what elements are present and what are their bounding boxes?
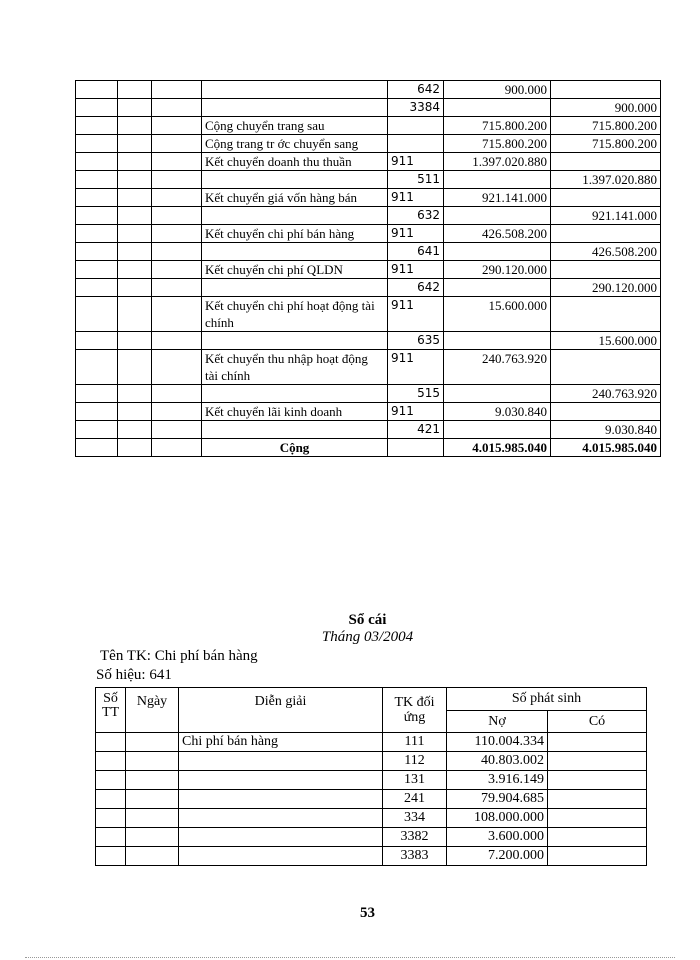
journal-stt-cell bbox=[76, 207, 118, 225]
journal-stt-cell bbox=[76, 403, 118, 421]
journal-stt-cell bbox=[76, 385, 118, 403]
journal-account: 421 bbox=[388, 421, 444, 439]
journal-account: 3384 bbox=[388, 99, 444, 117]
ledger-credit-cell bbox=[548, 847, 647, 866]
ledger-description bbox=[179, 847, 383, 866]
journal-stt-cell bbox=[76, 135, 118, 153]
journal-account: 515 bbox=[388, 385, 444, 403]
journal-debit: 1.397.020.880 bbox=[444, 153, 551, 171]
journal-credit bbox=[551, 225, 661, 243]
ledger-debit: 3.600.000 bbox=[447, 828, 548, 847]
journal-date-cell bbox=[118, 350, 152, 385]
ledger-row bbox=[96, 790, 647, 809]
journal-debit bbox=[444, 99, 551, 117]
ledger-description: Chi phí bán hàng bbox=[179, 733, 383, 752]
ledger-description bbox=[179, 771, 383, 790]
journal-credit bbox=[551, 81, 661, 99]
journal-stt-cell bbox=[76, 189, 118, 207]
journal-debit: 240.763.920 bbox=[444, 350, 551, 385]
ledger-stt-cell bbox=[96, 828, 126, 847]
journal-date-cell bbox=[118, 261, 152, 279]
journal-credit: 1.397.020.880 bbox=[551, 171, 661, 189]
journal-description: Kết chuyển doanh thu thuần bbox=[202, 153, 388, 171]
ledger-credit-cell bbox=[548, 809, 647, 828]
journal-credit: 15.600.000 bbox=[551, 332, 661, 350]
ledger-description bbox=[179, 809, 383, 828]
journal-account: 911 bbox=[388, 261, 444, 279]
journal-account: 632 bbox=[388, 207, 444, 225]
journal-description: Kết chuyển chi phí bán hàng bbox=[202, 225, 388, 243]
journal-description: Cộng trang tr ớc chuyển sang bbox=[202, 135, 388, 153]
journal-debit: 715.800.200 bbox=[444, 117, 551, 135]
journal-description bbox=[202, 243, 388, 261]
ledger-row bbox=[96, 809, 647, 828]
journal-stt-cell bbox=[76, 421, 118, 439]
journal-debit bbox=[444, 332, 551, 350]
journal-date-cell bbox=[118, 81, 152, 99]
header-description: Diễn giải bbox=[179, 688, 383, 733]
journal-debit: 290.120.000 bbox=[444, 261, 551, 279]
journal-date-cell bbox=[118, 135, 152, 153]
journal-total-row bbox=[76, 439, 661, 457]
journal-ref-cell bbox=[152, 261, 202, 279]
journal-credit bbox=[551, 350, 661, 385]
journal-row bbox=[76, 117, 661, 135]
journal-total-credit: 4.015.985.040 bbox=[551, 439, 661, 457]
journal-credit bbox=[551, 189, 661, 207]
journal-ref-cell bbox=[152, 225, 202, 243]
journal-stt-cell bbox=[76, 171, 118, 189]
journal-ref-cell bbox=[152, 297, 202, 332]
ledger-stt-cell bbox=[96, 771, 126, 790]
ledger-credit-cell bbox=[548, 828, 647, 847]
journal-date-cell bbox=[118, 153, 152, 171]
ledger-stt-cell bbox=[96, 733, 126, 752]
ledger-account: 131 bbox=[383, 771, 447, 790]
journal-account bbox=[388, 135, 444, 153]
journal-row bbox=[76, 189, 661, 207]
ledger-account: 3383 bbox=[383, 847, 447, 866]
journal-debit: 9.030.840 bbox=[444, 403, 551, 421]
journal-stt-cell bbox=[76, 117, 118, 135]
ledger-description bbox=[179, 790, 383, 809]
ledger-stt-cell bbox=[96, 809, 126, 828]
journal-stt-cell bbox=[76, 81, 118, 99]
journal-credit bbox=[551, 403, 661, 421]
ledger-date-cell bbox=[126, 847, 179, 866]
journal-account: 911 bbox=[388, 189, 444, 207]
journal-row bbox=[76, 261, 661, 279]
journal-date-cell bbox=[118, 243, 152, 261]
ledger-debit: 110.004.334 bbox=[447, 733, 548, 752]
ledger-credit-cell bbox=[548, 790, 647, 809]
journal-stt-cell bbox=[76, 279, 118, 297]
journal-ref-cell bbox=[152, 207, 202, 225]
journal-account: 911 bbox=[388, 153, 444, 171]
journal-description bbox=[202, 207, 388, 225]
journal-account: 635 bbox=[388, 332, 444, 350]
ledger-date-cell bbox=[126, 809, 179, 828]
header-debit: Nợ bbox=[447, 711, 548, 733]
ledger-account: 111 bbox=[383, 733, 447, 752]
journal-description bbox=[202, 81, 388, 99]
journal-description: Cộng chuyển trang sau bbox=[202, 117, 388, 135]
journal-date-cell bbox=[118, 385, 152, 403]
header-account: TK đối ứng bbox=[383, 688, 447, 733]
journal-description bbox=[202, 99, 388, 117]
ledger-stt-cell bbox=[96, 847, 126, 866]
ledger-credit-cell bbox=[548, 733, 647, 752]
journal-account: 911 bbox=[388, 403, 444, 421]
journal-credit: 426.508.200 bbox=[551, 243, 661, 261]
journal-row bbox=[76, 225, 661, 243]
ledger-account: 241 bbox=[383, 790, 447, 809]
ledger-account: 334 bbox=[383, 809, 447, 828]
ledger-account-name: Tên TK: Chi phí bán hàng bbox=[100, 648, 258, 664]
journal-credit bbox=[551, 153, 661, 171]
ledger-debit: 40.803.002 bbox=[447, 752, 548, 771]
journal-ref-cell bbox=[152, 279, 202, 297]
ledger-month: Tháng 03/2004 bbox=[321, 629, 414, 645]
journal-ref-cell bbox=[152, 171, 202, 189]
journal-credit bbox=[551, 297, 661, 332]
journal-debit bbox=[444, 207, 551, 225]
journal-ref-cell bbox=[152, 350, 202, 385]
header-credit: Có bbox=[548, 711, 647, 733]
journal-row bbox=[76, 243, 661, 261]
journal-ref-cell bbox=[152, 81, 202, 99]
journal-credit: 715.800.200 bbox=[551, 135, 661, 153]
ledger-title: Sổ cái bbox=[348, 612, 387, 628]
ledger-row bbox=[96, 733, 647, 752]
journal-debit: 715.800.200 bbox=[444, 135, 551, 153]
ledger-description bbox=[179, 828, 383, 847]
journal-total-debit: 4.015.985.040 bbox=[444, 439, 551, 457]
journal-ref-cell bbox=[152, 99, 202, 117]
journal-row bbox=[76, 332, 661, 350]
ledger-row bbox=[96, 752, 647, 771]
journal-table bbox=[75, 80, 661, 457]
journal-ref-cell bbox=[152, 403, 202, 421]
journal-account: 641 bbox=[388, 243, 444, 261]
journal-debit: 426.508.200 bbox=[444, 225, 551, 243]
journal-account: 911 bbox=[388, 225, 444, 243]
journal-stt-cell bbox=[76, 225, 118, 243]
journal-debit bbox=[444, 421, 551, 439]
ledger-row bbox=[96, 847, 647, 866]
journal-ref-cell bbox=[152, 153, 202, 171]
ledger-debit: 79.904.685 bbox=[447, 790, 548, 809]
journal-row bbox=[76, 403, 661, 421]
journal-debit bbox=[444, 385, 551, 403]
journal-description bbox=[202, 171, 388, 189]
journal-date-cell bbox=[118, 207, 152, 225]
ledger-row bbox=[96, 771, 647, 790]
journal-ref-cell bbox=[152, 117, 202, 135]
journal-row bbox=[76, 135, 661, 153]
ledger-debit: 108.000.000 bbox=[447, 809, 548, 828]
journal-row bbox=[76, 350, 661, 385]
journal-debit bbox=[444, 243, 551, 261]
journal-credit: 921.141.000 bbox=[551, 207, 661, 225]
journal-ref-cell bbox=[152, 135, 202, 153]
journal-row bbox=[76, 297, 661, 332]
ledger-table bbox=[95, 687, 647, 866]
header-amount: Số phát sinh bbox=[447, 688, 647, 711]
ledger-description bbox=[179, 752, 383, 771]
journal-credit: 715.800.200 bbox=[551, 117, 661, 135]
journal-row bbox=[76, 421, 661, 439]
journal-credit: 9.030.840 bbox=[551, 421, 661, 439]
journal-account: 642 bbox=[388, 279, 444, 297]
journal-date-cell bbox=[118, 297, 152, 332]
header-date: Ngày bbox=[126, 688, 179, 733]
journal-date-cell bbox=[118, 99, 152, 117]
journal-ref-cell bbox=[152, 243, 202, 261]
journal-row bbox=[76, 207, 661, 225]
journal-date-cell bbox=[118, 279, 152, 297]
journal-ref-cell bbox=[152, 421, 202, 439]
journal-stt-cell bbox=[76, 153, 118, 171]
journal-total-label: Cộng bbox=[202, 439, 388, 457]
journal-description bbox=[202, 279, 388, 297]
ledger-account: 112 bbox=[383, 752, 447, 771]
journal-description: Kết chuyển thu nhập hoạt động tài chính bbox=[202, 350, 388, 385]
ledger-date-cell bbox=[126, 733, 179, 752]
journal-description bbox=[202, 385, 388, 403]
journal-credit bbox=[551, 261, 661, 279]
header-stt: Số TT bbox=[96, 688, 126, 733]
journal-description bbox=[202, 332, 388, 350]
journal-row bbox=[76, 385, 661, 403]
journal-date-cell bbox=[118, 117, 152, 135]
ledger-date-cell bbox=[126, 790, 179, 809]
journal-ref-cell bbox=[152, 385, 202, 403]
journal-row bbox=[76, 99, 661, 117]
journal-stt-cell bbox=[76, 243, 118, 261]
journal-credit: 900.000 bbox=[551, 99, 661, 117]
journal-date-cell bbox=[118, 189, 152, 207]
journal-row bbox=[76, 81, 661, 99]
page-divider bbox=[25, 957, 675, 958]
ledger-account-code: Số hiệu: 641 bbox=[96, 667, 172, 683]
ledger-stt-cell bbox=[96, 790, 126, 809]
journal-date-cell bbox=[118, 332, 152, 350]
journal-stt-cell bbox=[76, 350, 118, 385]
journal-description: Kết chuyển chi phí QLDN bbox=[202, 261, 388, 279]
journal-account: 911 bbox=[388, 350, 444, 385]
journal-account: 511 bbox=[388, 171, 444, 189]
ledger-date-cell bbox=[126, 828, 179, 847]
ledger-row bbox=[96, 828, 647, 847]
ledger-stt-cell bbox=[96, 752, 126, 771]
journal-credit: 240.763.920 bbox=[551, 385, 661, 403]
journal-row bbox=[76, 171, 661, 189]
journal-ref-cell bbox=[152, 189, 202, 207]
journal-row bbox=[76, 279, 661, 297]
journal-stt-cell bbox=[76, 332, 118, 350]
ledger-debit: 3.916.149 bbox=[447, 771, 548, 790]
journal-ref-cell bbox=[152, 332, 202, 350]
journal-date-cell bbox=[118, 403, 152, 421]
journal-credit: 290.120.000 bbox=[551, 279, 661, 297]
ledger-account: 3382 bbox=[383, 828, 447, 847]
journal-stt-cell bbox=[76, 297, 118, 332]
journal-description bbox=[202, 421, 388, 439]
journal-account: 642 bbox=[388, 81, 444, 99]
journal-description: Kết chuyển chi phí hoạt động tài chính bbox=[202, 297, 388, 332]
ledger-date-cell bbox=[126, 752, 179, 771]
journal-account: 911 bbox=[388, 297, 444, 332]
ledger-date-cell bbox=[126, 771, 179, 790]
journal-debit bbox=[444, 279, 551, 297]
journal-row bbox=[76, 153, 661, 171]
ledger-credit-cell bbox=[548, 752, 647, 771]
journal-description: Kết chuyển lãi kinh doanh bbox=[202, 403, 388, 421]
journal-date-cell bbox=[118, 225, 152, 243]
journal-date-cell bbox=[118, 421, 152, 439]
page-number: 53 bbox=[360, 905, 375, 921]
journal-debit: 921.141.000 bbox=[444, 189, 551, 207]
journal-debit: 900.000 bbox=[444, 81, 551, 99]
journal-stt-cell bbox=[76, 99, 118, 117]
journal-debit: 15.600.000 bbox=[444, 297, 551, 332]
journal-debit bbox=[444, 171, 551, 189]
journal-description: Kết chuyển giá vốn hàng bán bbox=[202, 189, 388, 207]
journal-date-cell bbox=[118, 171, 152, 189]
journal-stt-cell bbox=[76, 261, 118, 279]
journal-account bbox=[388, 117, 444, 135]
ledger-credit-cell bbox=[548, 771, 647, 790]
ledger-debit: 7.200.000 bbox=[447, 847, 548, 866]
